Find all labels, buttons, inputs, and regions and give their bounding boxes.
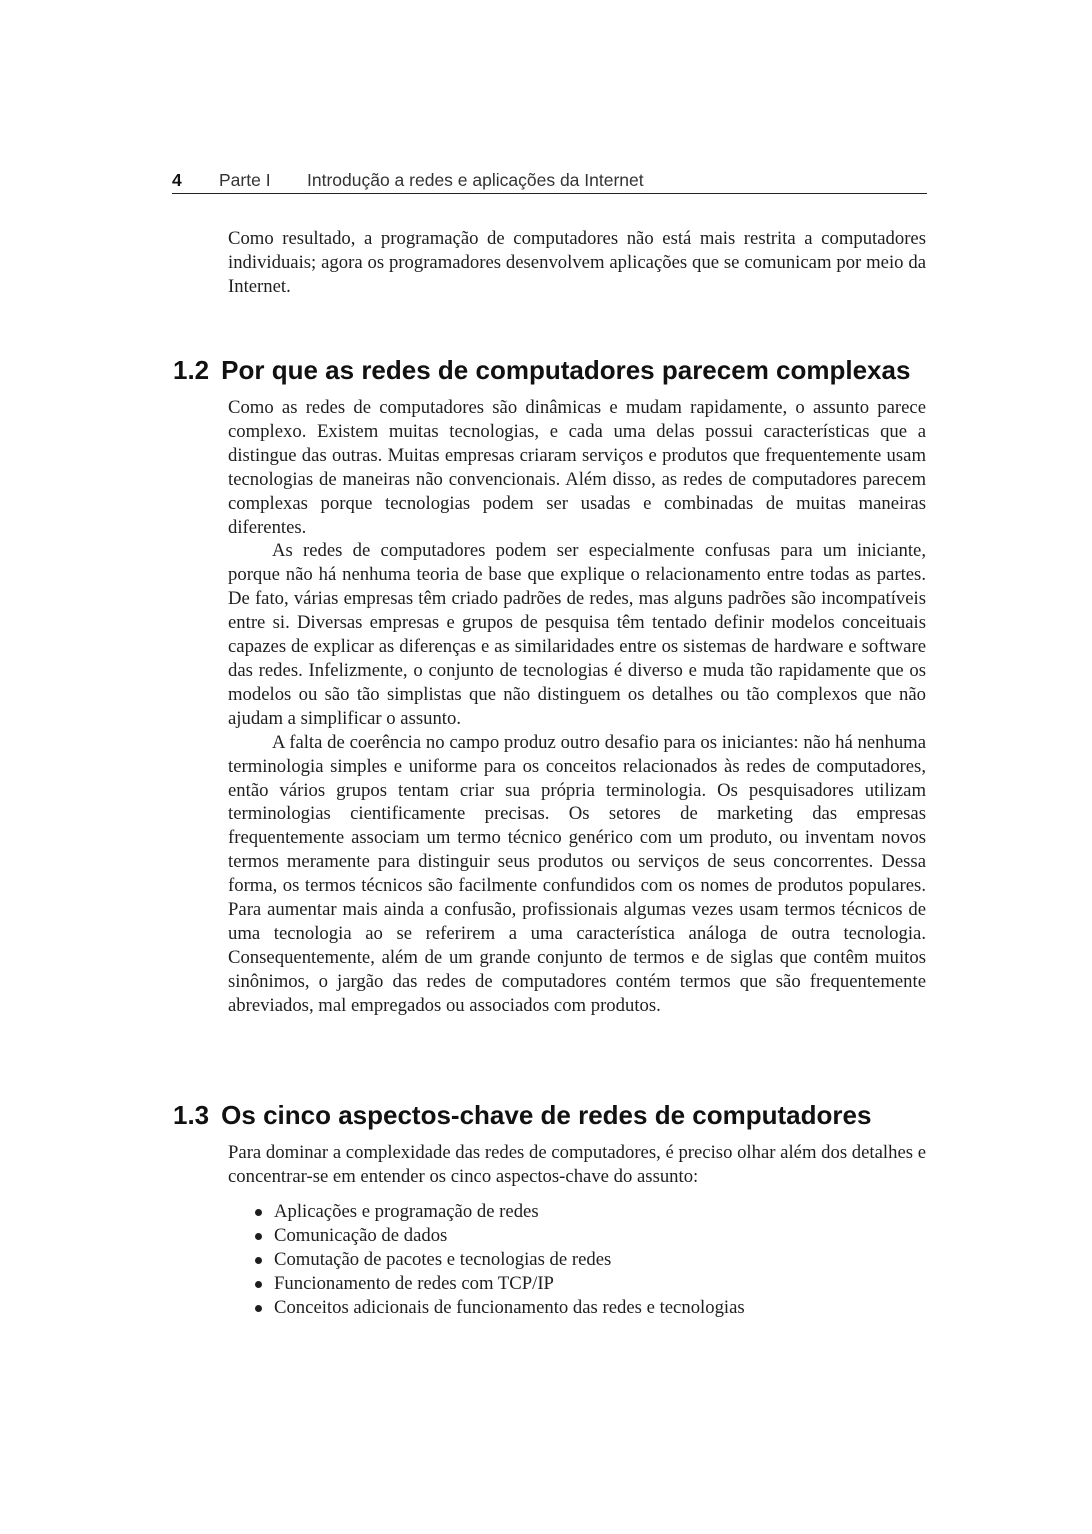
bullet-icon — [255, 1209, 262, 1216]
running-head — [172, 168, 927, 194]
list-item — [228, 1200, 926, 1224]
list-item-text: Funcionamento de redes com TCP/IP — [274, 1272, 554, 1294]
bullet-icon — [255, 1281, 262, 1288]
page-number: 4 — [172, 170, 182, 190]
section-heading-1-3 — [173, 1099, 871, 1131]
paragraph: Para dominar a complexidade das redes de computadores, é preciso olhar além dos detalhes e concentrar-se em entender os cinco aspectos-chave do assunto: — [228, 1142, 926, 1187]
list-item-text: Comutação de pacotes e tecnologias de redes — [274, 1248, 612, 1270]
section-heading-1-2 — [173, 354, 910, 386]
intro-paragraph: Como resultado, a programação de computadores não está mais restrita a computadores individuais; agora os programadores desenvolvem aplicações que se comunicam por meio da Internet. — [228, 228, 926, 297]
aspects-list — [228, 1200, 926, 1320]
bullet-icon — [255, 1257, 262, 1264]
section-title: Os cinco aspectos-chave de redes de computadores — [221, 1100, 872, 1130]
paragraph: Como as redes de computadores são dinâmicas e mudam rapidamente, o assunto parece complexo. Existem muitas tecnologias, e cada uma delas possui características que a distingue das outras. Muitas empresas criaram serviços e produtos que frequentemente usam tecnologias de maneiras não convencionais. Além disso, as redes de computadores parecem complexas porque tecnologias podem ser usadas e combinadas de muitas maneiras diferentes. — [228, 397, 926, 538]
paragraph: As redes de computadores podem ser especialmente confusas para um iniciante, porque não há nenhuma teoria de base que explique o relacionamento entre todas as partes. De fato, várias empresas têm criado padrões de redes, mas alguns padrões são incompatíveis entre si. Diversas empresas e grupos de pesquisa têm tentado definir modelos conceituais capazes de explicar as diferenças e as similaridades entre os sistemas de hardware e software das redes. Infelizmente, o conjunto de tecnologias é diverso e muda tão rapidamente que os modelos ou são tão simplistas que não distinguem os detalhes ou tão complexos que não ajudam a simplificar o assunto. — [228, 540, 926, 729]
list-item-text: Conceitos adicionais de funcionamento das redes e tecnologias — [274, 1296, 745, 1318]
paragraph: A falta de coerência no campo produz outro desafio para os iniciantes: não há nenhuma terminologia simples e uniforme para os conceitos relacionados às redes de computadores, então vários grupos tentam criar sua própria terminologia. Os pesquisadores utilizam terminologias cientificamente precisas. Os setores de marketing das empresas frequentemente associam um termo técnico genérico com um produto, ou inventam novos termos meramente para distinguir seus produtos ou serviços de seus concorrentes. Dessa forma, os termos técnicos são facilmente confundidos com os nomes de produtos populares. Para aumentar mais ainda a confusão, profissionais algumas vezes usam termos técnicos de uma tecnologia ao se referirem a uma característica análoga de outra tecnologia. Consequentemente, além de um grande conjunto de termos e de siglas que contêm muitos sinônimos, o jargão das redes de computadores contém termos que são frequentemente abreviados, mal empregados ou associados com produtos. — [228, 731, 926, 1016]
list-item — [228, 1248, 926, 1272]
list-item-text: Aplicações e programação de redes — [274, 1201, 539, 1222]
list-item-text: Comunicação de dados — [274, 1224, 448, 1246]
list-item — [228, 1272, 926, 1296]
section-1-2-body — [228, 396, 926, 1018]
bullet-icon — [255, 1305, 262, 1312]
section-number: 1.2 — [173, 355, 210, 385]
section-number: 1.3 — [173, 1100, 210, 1130]
part-label: Parte I — [219, 170, 271, 190]
bullet-icon — [255, 1233, 262, 1240]
book-title: Introdução a redes e aplicações da Internet — [307, 170, 644, 190]
section-title: Por que as redes de computadores parecem complexas — [221, 355, 911, 385]
intro-text — [228, 227, 926, 299]
list-item — [228, 1224, 926, 1248]
list-item — [228, 1296, 926, 1320]
section-1-3-body — [228, 1141, 926, 1189]
